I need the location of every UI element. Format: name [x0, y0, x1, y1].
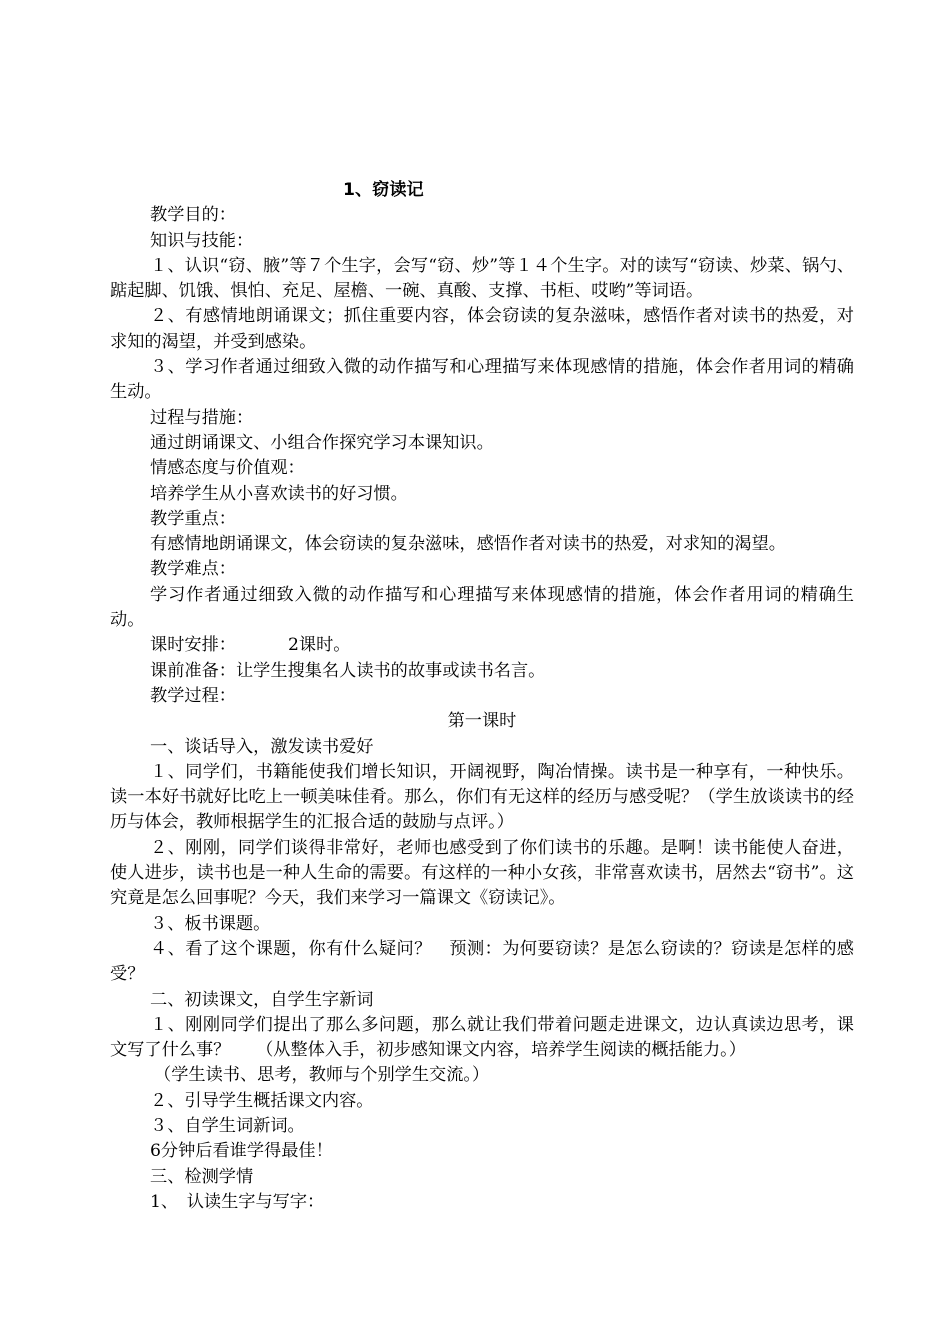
section-heading-first-lesson: 第一课时	[447, 711, 517, 732]
process-method-text: 通过朗诵课文、小组合作探究学习本课知识。	[150, 432, 494, 453]
emotion-value-text: 培养学生从小喜欢读书的好习惯。	[150, 483, 408, 504]
goal-item-3: ３、学习作者通过细致入微的动作描写和心理描写来体现感情的措施，体会作者用词的精确生动。	[110, 357, 854, 403]
step-2-timer: 6分钟后看谁学得最佳！	[150, 1141, 333, 1162]
teaching-goal-heading: 教学目的：	[150, 205, 236, 226]
teaching-process-heading: 教学过程：	[150, 685, 236, 706]
step-1-item-1: １、同学们，书籍能使我们增长知识，开阔视野，陶冶情操。读书是一种享有，一种快乐。读一本好书就好比吃上一顿美味佳肴。那么，你们有无这样的经历与感受呢？（学生放谈读书的经历与体会，教师根据学生的汇报合适的鼓励与点评。）	[110, 761, 854, 833]
difficulty-text: 学习作者通过细致入微的动作描写和心理描写来体现感情的措施，体会作者用词的精确生动。	[110, 584, 854, 631]
step-1-item-3: ３、板书课题。	[150, 913, 271, 934]
schedule-label: 课时安排：	[150, 635, 236, 656]
schedule-line	[110, 633, 854, 658]
document-page	[110, 178, 854, 1215]
schedule-value: 2课时。	[287, 635, 351, 656]
step-2-item-1: １、刚刚同学们提出了那么多问题，那么就让我们带着问题走进课文，边认真读边思考，课文写了什么事？ （从整体入手，初步感知课文内容，培养学生阅读的概括能力。）	[110, 1014, 854, 1061]
knowledge-skill-heading: 知识与技能：	[150, 230, 254, 251]
step-3-heading: 三、检测学情	[150, 1166, 254, 1187]
step-2-heading: 二、初读课文，自学生字新词	[150, 989, 374, 1010]
preparation-line: 课前准备：让学生搜集名人读书的故事或读书名言。	[150, 660, 546, 681]
step-3-item-1: 1、 认读生字与写字：	[150, 1191, 325, 1212]
step-2-item-3: ３、自学生词新词。	[150, 1115, 305, 1136]
step-2-item-2: ２、引导学生概括课文内容。	[150, 1090, 374, 1111]
key-point-heading: 教学重点：	[150, 508, 236, 529]
difficulty-heading: 教学难点：	[150, 559, 236, 580]
document-title: 1、窃读记	[343, 180, 424, 200]
step-2-note: （学生读书、思考，教师与个别学生交流。）	[154, 1065, 490, 1086]
goal-item-2: ２、有感情地朗诵课文；抓住重要内容，体会窃读的复杂滋味，感悟作者对读书的热爱，对求知的渴望，并受到感染。	[110, 306, 854, 352]
goal-item-1: １、认识“窃、腋”等７个生字，会写“窃、炒”等１４个生字。对的读写“窃读、炒菜、锅勺、踮起脚、饥饿、惧怕、充足、屋檐、一碗、真酸、支撑、书柜、哎哟”等词语。	[110, 255, 854, 302]
key-point-text: 有感情地朗诵课文，体会窃读的复杂滋味，感悟作者对读书的热爱，对求知的渴望。	[150, 534, 786, 555]
step-1-heading: 一、谈话导入，激发读书爱好	[150, 736, 374, 757]
process-method-heading: 过程与措施：	[150, 407, 254, 428]
emotion-value-heading: 情感态度与价值观：	[150, 458, 305, 479]
step-1-item-4: ４、看了这个课题，你有什么疑问？ 预测：为何要窃读？是怎么窃读的？窃读是怎样的感受？	[110, 938, 854, 985]
step-1-item-2: ２、刚刚，同学们谈得非常好，老师也感受到了你们读书的乐趣。是啊！读书能使人奋进，使人进步，读书也是一种人生命的需要。有这样的一种小女孩，非常喜欢读书，居然去“窃书”。这究竟是怎么回事呢？今天，我们来学习一篇课文《窃读记》。	[110, 837, 854, 909]
